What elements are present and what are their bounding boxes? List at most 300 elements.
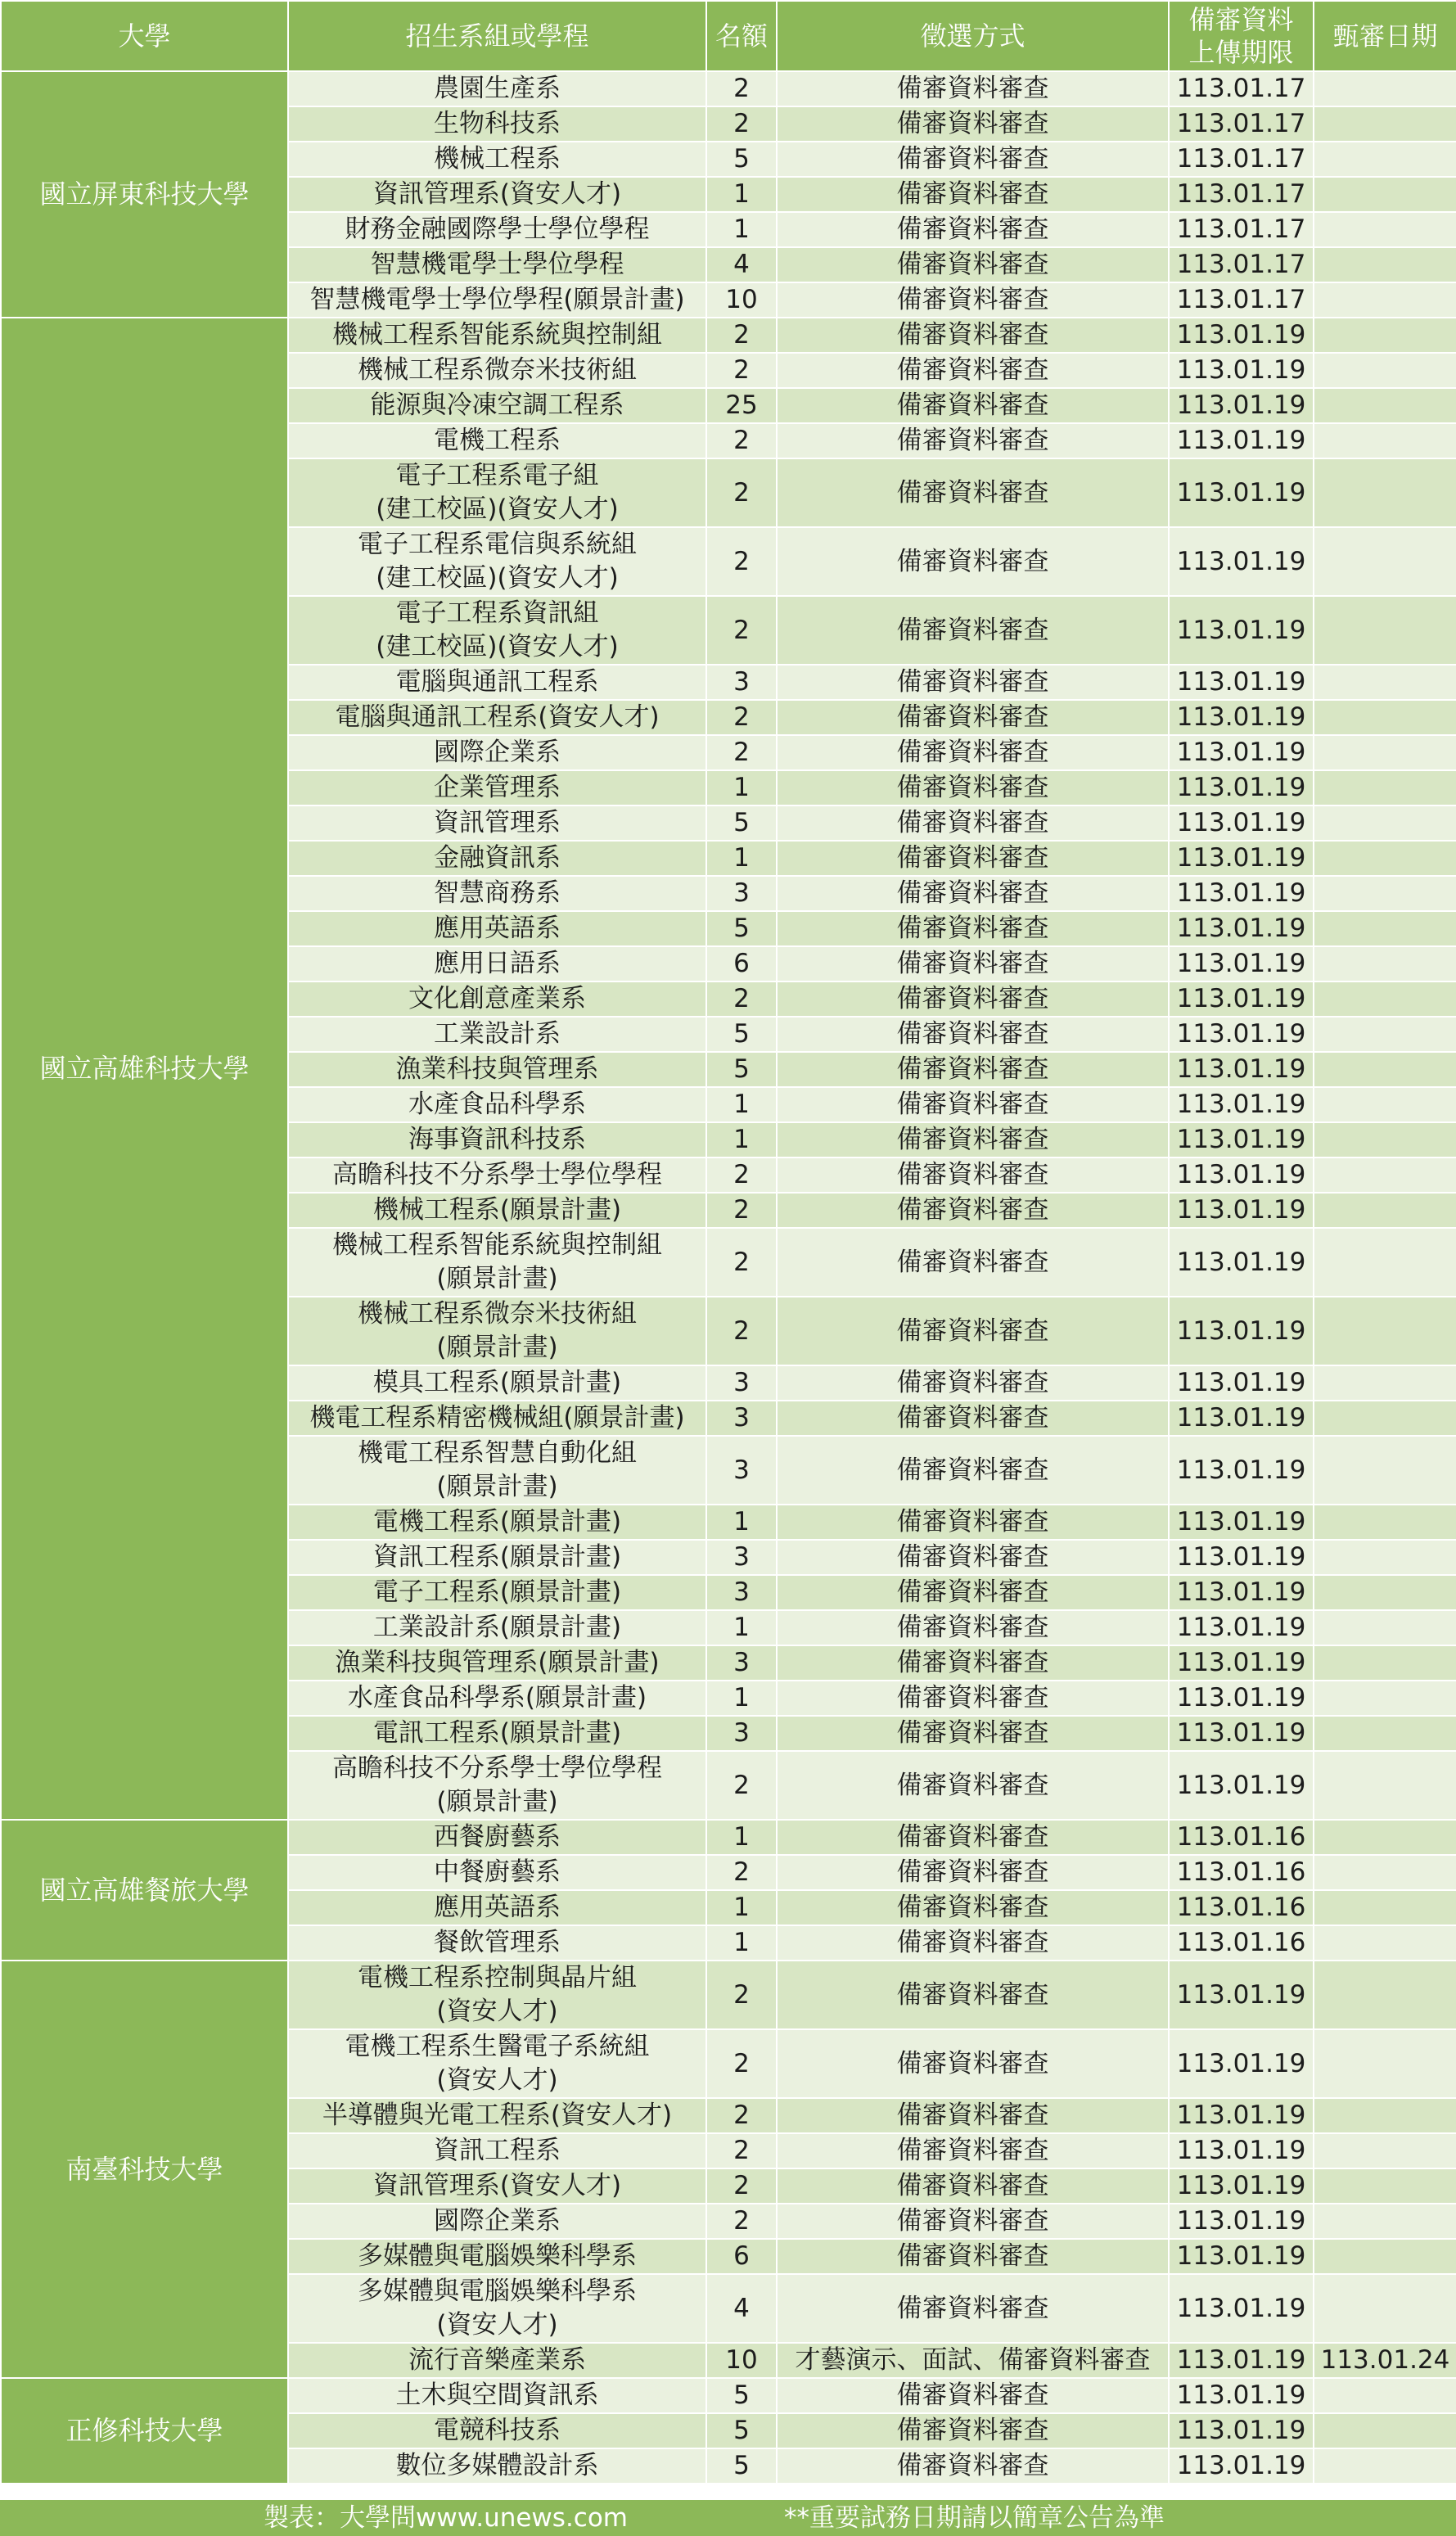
- program-cell: [288, 212, 706, 247]
- program-cell: [288, 1052, 706, 1087]
- program-line: 土木與空間資訊系: [395, 2380, 599, 2410]
- deadline-cell: 113.01.16: [1169, 1820, 1314, 1855]
- interview-date-cell: [1314, 1017, 1456, 1052]
- program-line: 機械工程系智能系統與控制組: [332, 320, 662, 350]
- method-cell: 備審資料審查: [777, 212, 1169, 247]
- quota-cell: 5: [706, 2378, 777, 2413]
- interview-date-cell: [1314, 735, 1456, 770]
- university-column-header: 大學: [1, 1, 288, 71]
- deadline-cell: 113.01.16: [1169, 1925, 1314, 1961]
- quota-cell: 2: [706, 106, 777, 142]
- interview-date-cell: [1314, 1365, 1456, 1401]
- program-cell: [288, 388, 706, 423]
- quota-cell: 4: [706, 247, 777, 282]
- quota-cell: 2: [706, 527, 777, 596]
- deadline-cell: 113.01.19: [1169, 911, 1314, 946]
- interview-date-cell: [1314, 2413, 1456, 2448]
- program-line: 國際企業系: [434, 738, 561, 767]
- quota-cell: 1: [706, 1087, 777, 1122]
- method-cell: 備審資料審查: [777, 177, 1169, 212]
- method-cell: 備審資料審查: [777, 2413, 1169, 2448]
- deadline-cell: 113.01.19: [1169, 1610, 1314, 1645]
- interview-date-cell: [1314, 388, 1456, 423]
- interview-date-cell: [1314, 1610, 1456, 1645]
- program-cell: [288, 1610, 706, 1645]
- quota-cell: 1: [706, 1681, 777, 1716]
- deadline-cell: 113.01.19: [1169, 1052, 1314, 1087]
- deadline-cell: 113.01.19: [1169, 527, 1314, 596]
- interview-date-cell: [1314, 2448, 1456, 2484]
- method-cell: 備審資料審查: [777, 1610, 1169, 1645]
- program-line: (願景計畫): [436, 1333, 558, 1362]
- quota-cell: 3: [706, 876, 777, 911]
- program-cell: [288, 1716, 706, 1751]
- program-cell: [288, 1961, 706, 2029]
- method-cell: 備審資料審查: [777, 318, 1169, 353]
- interview-date-cell: [1314, 876, 1456, 911]
- method-cell: 備審資料審查: [777, 142, 1169, 177]
- interview-date-cell: [1314, 1681, 1456, 1716]
- quota-cell: 2: [706, 1157, 777, 1193]
- program-cell: [288, 1890, 706, 1925]
- quota-cell: 1: [706, 1890, 777, 1925]
- quota-cell: 2: [706, 2133, 777, 2168]
- method-cell: 備審資料審查: [777, 1961, 1169, 2029]
- quota-cell: 1: [706, 1820, 777, 1855]
- quota-cell: 1: [706, 1122, 777, 1157]
- deadline-cell: 113.01.19: [1169, 2378, 1314, 2413]
- deadline-cell: 113.01.19: [1169, 1645, 1314, 1681]
- program-line: (建工校區)(資安人才): [376, 632, 619, 661]
- program-cell: [288, 1017, 706, 1052]
- program-cell: [288, 1925, 706, 1961]
- quota-cell: 2: [706, 2029, 777, 2098]
- method-cell: 備審資料審查: [777, 946, 1169, 981]
- program-line: 數位多媒體設計系: [395, 2451, 599, 2480]
- program-cell: [288, 1087, 706, 1122]
- program-cell: [288, 841, 706, 876]
- quota-cell: 2: [706, 735, 777, 770]
- quota-cell: 2: [706, 318, 777, 353]
- method-cell: 備審資料審查: [777, 1157, 1169, 1193]
- quota-cell: 3: [706, 1540, 777, 1575]
- interview-date-cell: [1314, 665, 1456, 700]
- program-line: 餐飲管理系: [434, 1928, 561, 1957]
- deadline-cell: 113.01.17: [1169, 212, 1314, 247]
- deadline-cell: 113.01.19: [1169, 946, 1314, 981]
- method-cell: 備審資料審查: [777, 2274, 1169, 2343]
- quota-cell: 25: [706, 388, 777, 423]
- method-cell: 備審資料審查: [777, 2168, 1169, 2204]
- interview-date-cell: [1314, 2133, 1456, 2168]
- program-line: 資訊管理系: [434, 808, 561, 837]
- interview-date-cell: [1314, 423, 1456, 458]
- program-line: 電子工程系電信與系統組: [358, 530, 637, 559]
- method-cell: 備審資料審查: [777, 805, 1169, 841]
- program-line: 金融資訊系: [434, 843, 561, 873]
- interview-date-cell: [1314, 2378, 1456, 2413]
- quota-column-header: 名額: [706, 1, 777, 71]
- interview-date-cell: [1314, 1228, 1456, 1297]
- program-cell: [288, 142, 706, 177]
- program-cell: [288, 1297, 706, 1365]
- program-cell: [288, 1681, 706, 1716]
- method-cell: 備審資料審查: [777, 1751, 1169, 1820]
- method-cell: 備審資料審查: [777, 1122, 1169, 1157]
- interview-date-cell: [1314, 71, 1456, 106]
- method-cell: 備審資料審查: [777, 1716, 1169, 1751]
- deadline-cell: 113.01.19: [1169, 981, 1314, 1017]
- method-cell: 備審資料審查: [777, 911, 1169, 946]
- program-line: 資訊工程系: [434, 2136, 561, 2165]
- quota-cell: 1: [706, 841, 777, 876]
- program-cell: [288, 700, 706, 735]
- interview-date-cell: [1314, 1961, 1456, 2029]
- method-cell: 備審資料審查: [777, 876, 1169, 911]
- program-line: 模具工程系(願景計畫): [372, 1368, 622, 1397]
- program-cell: [288, 247, 706, 282]
- program-line: 能源與冷凍空調工程系: [370, 390, 624, 420]
- interview-date-cell: [1314, 1157, 1456, 1193]
- deadline-cell: 113.01.19: [1169, 1751, 1314, 1820]
- deadline-cell: 113.01.19: [1169, 1017, 1314, 1052]
- footer-credit: 製表：大學問www.unews.com: [264, 2503, 629, 2533]
- interview-date-cell: [1314, 458, 1456, 527]
- table-row: [1, 318, 1456, 353]
- program-cell: [288, 318, 706, 353]
- program-line: 企業管理系: [434, 773, 561, 802]
- program-line: 資訊工程系(願景計畫): [372, 1542, 622, 1572]
- table-row: [1, 2378, 1456, 2413]
- method-cell: 備審資料審查: [777, 735, 1169, 770]
- program-cell: [288, 596, 706, 665]
- deadline-cell: 113.01.19: [1169, 2098, 1314, 2133]
- method-cell: 備審資料審查: [777, 247, 1169, 282]
- program-cell: [288, 423, 706, 458]
- program-cell: [288, 527, 706, 596]
- program-cell: [288, 735, 706, 770]
- program-cell: [288, 282, 706, 318]
- program-cell: [288, 2413, 706, 2448]
- method-cell: 備審資料審查: [777, 1681, 1169, 1716]
- method-cell: 備審資料審查: [777, 770, 1169, 805]
- method-cell: 備審資料審查: [777, 1193, 1169, 1228]
- deadline-cell: 113.01.19: [1169, 1297, 1314, 1365]
- deadline-cell: 113.01.19: [1169, 1436, 1314, 1505]
- program-line: 高瞻科技不分系學士學位學程: [332, 1753, 662, 1783]
- program-cell: [288, 981, 706, 1017]
- interview-date-cell: [1314, 2029, 1456, 2098]
- interview-date-cell: [1314, 596, 1456, 665]
- deadline-cell: 113.01.19: [1169, 2413, 1314, 2448]
- program-cell: [288, 353, 706, 388]
- deadline-cell: 113.01.19: [1169, 1961, 1314, 2029]
- program-line: (資安人才): [436, 2065, 558, 2095]
- method-cell: 備審資料審查: [777, 1087, 1169, 1122]
- quota-cell: 3: [706, 665, 777, 700]
- method-cell: 備審資料審查: [777, 2239, 1169, 2274]
- program-line: (建工校區)(資安人才): [376, 494, 619, 524]
- program-line: 機電工程系精密機械組(願景計畫): [309, 1403, 685, 1433]
- method-cell: 備審資料審查: [777, 1890, 1169, 1925]
- quota-cell: 5: [706, 1017, 777, 1052]
- program-cell: [288, 2029, 706, 2098]
- method-cell: 備審資料審查: [777, 2448, 1169, 2484]
- interview-date-cell: [1314, 106, 1456, 142]
- program-line: 智慧商務系: [434, 878, 561, 908]
- method-cell: 備審資料審查: [777, 2029, 1169, 2098]
- deadline-cell: 113.01.19: [1169, 700, 1314, 735]
- quota-cell: 3: [706, 1365, 777, 1401]
- method-column-header: 徵選方式: [777, 1, 1169, 71]
- deadline-header-line1: 備審資料: [1188, 4, 1294, 35]
- program-line: 中餐廚藝系: [434, 1857, 561, 1887]
- method-cell: 備審資料審查: [777, 2204, 1169, 2239]
- method-cell: 備審資料審查: [777, 1228, 1169, 1297]
- interview-date-cell: [1314, 805, 1456, 841]
- deadline-cell: 113.01.19: [1169, 1681, 1314, 1716]
- program-cell: [288, 2343, 706, 2378]
- program-line: 多媒體與電腦娛樂科學系: [358, 2241, 637, 2271]
- method-cell: 備審資料審查: [777, 1297, 1169, 1365]
- program-line: 應用英語系: [434, 914, 561, 943]
- program-line: 電機工程系: [434, 426, 561, 455]
- quota-cell: 10: [706, 2343, 777, 2378]
- interview-date-cell: [1314, 527, 1456, 596]
- interview-date-cell: [1314, 1436, 1456, 1505]
- method-cell: 備審資料審查: [777, 1401, 1169, 1436]
- interview-date-cell: [1314, 2274, 1456, 2343]
- program-line: 漁業科技與管理系(願景計畫): [335, 1648, 660, 1677]
- quota-cell: 3: [706, 1645, 777, 1681]
- university-name-cell: 國立高雄科技大學: [1, 318, 288, 1820]
- deadline-cell: 113.01.19: [1169, 1193, 1314, 1228]
- quota-cell: 3: [706, 1401, 777, 1436]
- quota-cell: 2: [706, 353, 777, 388]
- program-line: 電訊工程系(願景計畫): [372, 1718, 622, 1748]
- program-line: 應用英語系: [434, 1893, 561, 1922]
- deadline-cell: 113.01.19: [1169, 1540, 1314, 1575]
- program-cell: [288, 177, 706, 212]
- method-cell: 備審資料審查: [777, 458, 1169, 527]
- program-cell: [288, 2239, 706, 2274]
- interview-date-cell: [1314, 142, 1456, 177]
- program-cell: [288, 1575, 706, 1610]
- program-cell: [288, 2274, 706, 2343]
- quota-cell: 1: [706, 177, 777, 212]
- program-cell: [288, 458, 706, 527]
- program-line: 機械工程系智能系統與控制組: [332, 1230, 662, 1260]
- program-cell: [288, 2133, 706, 2168]
- program-cell: [288, 1157, 706, 1193]
- program-cell: [288, 1540, 706, 1575]
- interview-date-cell: [1314, 1193, 1456, 1228]
- table-row: [1, 1820, 1456, 1855]
- deadline-cell: 113.01.19: [1169, 770, 1314, 805]
- program-line: 國際企業系: [434, 2206, 561, 2236]
- program-cell: [288, 876, 706, 911]
- program-line: 財務金融國際學士學位學程: [345, 214, 650, 244]
- deadline-cell: 113.01.16: [1169, 1855, 1314, 1890]
- deadline-cell: 113.01.19: [1169, 2029, 1314, 2098]
- quota-cell: 2: [706, 1961, 777, 2029]
- interview-date-cell: [1314, 911, 1456, 946]
- interview-date-cell: [1314, 1855, 1456, 1890]
- interview-date-cell: [1314, 177, 1456, 212]
- method-cell: 備審資料審查: [777, 1925, 1169, 1961]
- interview-date-cell: [1314, 1925, 1456, 1961]
- program-line: 電機工程系生醫電子系統組: [345, 2032, 650, 2061]
- method-cell: 備審資料審查: [777, 665, 1169, 700]
- program-column-header: 招生系組或學程: [288, 1, 706, 71]
- deadline-cell: 113.01.19: [1169, 1365, 1314, 1401]
- interview-date-cell: [1314, 1645, 1456, 1681]
- program-cell: [288, 1365, 706, 1401]
- deadline-cell: 113.01.19: [1169, 876, 1314, 911]
- method-cell: 才藝演示、面試、備審資料審查: [777, 2343, 1169, 2378]
- deadline-cell: 113.01.19: [1169, 353, 1314, 388]
- program-line: 智慧機電學士學位學程(願景計畫): [309, 285, 685, 314]
- interview-date-cell: [1314, 2098, 1456, 2133]
- program-cell: [288, 770, 706, 805]
- quota-cell: 2: [706, 981, 777, 1017]
- interview-column-header: 甄審日期: [1314, 1, 1456, 71]
- deadline-cell: 113.01.19: [1169, 1716, 1314, 1751]
- interview-date-cell: [1314, 770, 1456, 805]
- deadline-cell: 113.01.19: [1169, 423, 1314, 458]
- quota-cell: 2: [706, 1751, 777, 1820]
- method-cell: 備審資料審查: [777, 423, 1169, 458]
- method-cell: 備審資料審查: [777, 282, 1169, 318]
- interview-date-cell: [1314, 1505, 1456, 1540]
- method-cell: 備審資料審查: [777, 2098, 1169, 2133]
- quota-cell: 5: [706, 1052, 777, 1087]
- program-line: 電競科技系: [434, 2416, 561, 2445]
- method-cell: 備審資料審查: [777, 1505, 1169, 1540]
- program-cell: [288, 1228, 706, 1297]
- program-line: 電腦與通訊工程系(資安人才): [335, 702, 660, 732]
- method-cell: 備審資料審查: [777, 1855, 1169, 1890]
- deadline-cell: 113.01.19: [1169, 665, 1314, 700]
- program-line: 水產食品科學系(願景計畫): [347, 1683, 647, 1712]
- university-name-cell: 正修科技大學: [1, 2378, 288, 2484]
- table-body: [1, 71, 1456, 2484]
- deadline-cell: 113.01.19: [1169, 596, 1314, 665]
- quota-cell: 5: [706, 142, 777, 177]
- program-line: 半導體與光電工程系(資安人才): [322, 2101, 673, 2130]
- program-cell: [288, 1645, 706, 1681]
- program-cell: [288, 2098, 706, 2133]
- interview-date-cell: [1314, 247, 1456, 282]
- program-line: (願景計畫): [436, 1472, 558, 1501]
- quota-cell: 3: [706, 1716, 777, 1751]
- method-cell: 備審資料審查: [777, 1820, 1169, 1855]
- program-cell: [288, 2448, 706, 2484]
- quota-cell: 2: [706, 2098, 777, 2133]
- interview-date-cell: [1314, 1052, 1456, 1087]
- method-cell: 備審資料審查: [777, 1645, 1169, 1681]
- quota-cell: 5: [706, 805, 777, 841]
- quota-cell: 2: [706, 1228, 777, 1297]
- program-line: 多媒體與電腦娛樂科學系: [358, 2277, 637, 2306]
- interview-date-cell: [1314, 318, 1456, 353]
- method-cell: 備審資料審查: [777, 1575, 1169, 1610]
- interview-date-cell: [1314, 946, 1456, 981]
- program-cell: [288, 1855, 706, 1890]
- method-cell: 備審資料審查: [777, 2378, 1169, 2413]
- quota-cell: 1: [706, 1925, 777, 1961]
- program-line: 機械工程系微奈米技術組: [358, 1299, 637, 1329]
- program-line: 資訊管理系(資安人才): [372, 179, 622, 209]
- program-line: 電子工程系資訊組: [395, 598, 599, 628]
- quota-cell: 5: [706, 2448, 777, 2484]
- program-line: 智慧機電學士學位學程: [370, 250, 624, 279]
- program-cell: [288, 1401, 706, 1436]
- interview-date-cell: [1314, 1751, 1456, 1820]
- interview-date-cell: [1314, 1575, 1456, 1610]
- method-cell: 備審資料審查: [777, 1017, 1169, 1052]
- interview-date-cell: [1314, 1087, 1456, 1122]
- quota-cell: 1: [706, 1505, 777, 1540]
- interview-date-cell: 113.01.24: [1314, 2343, 1456, 2378]
- interview-date-cell: [1314, 1401, 1456, 1436]
- interview-date-cell: [1314, 1540, 1456, 1575]
- program-line: 工業設計系(願景計畫): [372, 1613, 622, 1642]
- deadline-cell: 113.01.19: [1169, 1157, 1314, 1193]
- deadline-cell: 113.01.19: [1169, 1122, 1314, 1157]
- interview-date-cell: [1314, 1820, 1456, 1855]
- quota-cell: 2: [706, 596, 777, 665]
- interview-date-cell: [1314, 1890, 1456, 1925]
- quota-cell: 1: [706, 1610, 777, 1645]
- interview-date-cell: [1314, 981, 1456, 1017]
- program-line: 應用日語系: [434, 949, 561, 978]
- quota-cell: 2: [706, 1297, 777, 1365]
- interview-date-cell: [1314, 212, 1456, 247]
- quota-cell: 2: [706, 1193, 777, 1228]
- interview-date-cell: [1314, 2204, 1456, 2239]
- program-cell: [288, 1505, 706, 1540]
- university-name-cell: 國立屏東科技大學: [1, 71, 288, 318]
- deadline-cell: 113.01.19: [1169, 318, 1314, 353]
- deadline-cell: 113.01.17: [1169, 247, 1314, 282]
- method-cell: 備審資料審查: [777, 1436, 1169, 1505]
- program-cell: [288, 911, 706, 946]
- program-line: (願景計畫): [436, 1787, 558, 1816]
- quota-cell: 5: [706, 911, 777, 946]
- program-line: 資訊管理系(資安人才): [372, 2171, 622, 2200]
- footer-bar: [0, 2500, 1456, 2536]
- university-name-cell: 國立高雄餐旅大學: [1, 1820, 288, 1961]
- program-cell: [288, 106, 706, 142]
- program-line: 電子工程系電子組: [395, 461, 599, 490]
- method-cell: 備審資料審查: [777, 981, 1169, 1017]
- program-cell: [288, 1193, 706, 1228]
- program-line: 文化創意產業系: [408, 984, 586, 1013]
- quota-cell: 1: [706, 212, 777, 247]
- method-cell: 備審資料審查: [777, 1540, 1169, 1575]
- method-cell: 備審資料審查: [777, 1052, 1169, 1087]
- program-cell: [288, 2168, 706, 2204]
- program-line: 機電工程系智慧自動化組: [358, 1438, 637, 1468]
- deadline-cell: 113.01.19: [1169, 1228, 1314, 1297]
- interview-date-cell: [1314, 841, 1456, 876]
- program-cell: [288, 946, 706, 981]
- deadline-header-line2: 上傳期限: [1188, 37, 1294, 68]
- deadline-cell: 113.01.19: [1169, 1087, 1314, 1122]
- quota-cell: 2: [706, 1855, 777, 1890]
- deadline-cell: 113.01.17: [1169, 142, 1314, 177]
